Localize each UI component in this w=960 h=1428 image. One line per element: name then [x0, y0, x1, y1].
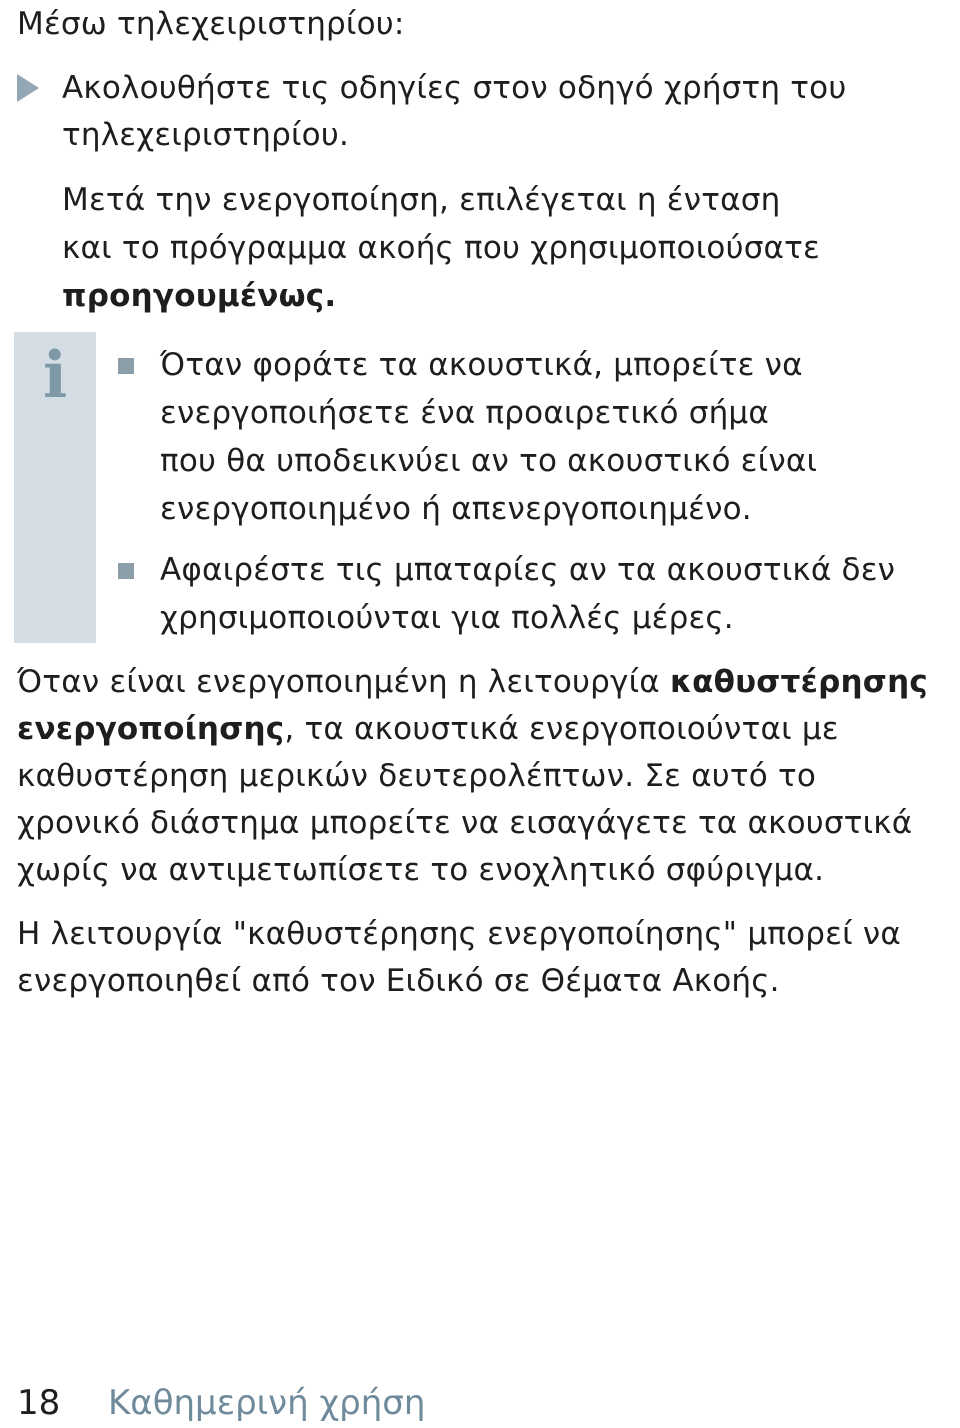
- delay-line-1-text: Όταν είναι ενεργοποιημένη η λειτουργία: [17, 664, 670, 700]
- info-bullet-2-line-2: χρησιμοποιούνται για πολλές μέρες.: [160, 600, 734, 636]
- delay-paragraph-line-3: καθυστέρηση μερικών δευτερολέπτων. Σε αυτό το: [17, 758, 817, 794]
- square-bullet-icon: [118, 358, 134, 374]
- delay-paragraph-line-1: [17, 662, 928, 702]
- result-line-2: και το πρόγραμμα ακοής που χρησιμοποιούσατε: [62, 230, 821, 266]
- section-title: Καθημερινή χρήση: [108, 1383, 426, 1423]
- info-bullet-1-line-1: Όταν φοράτε τα ακουστικά, μπορείτε να: [160, 347, 803, 383]
- square-bullet-icon: [118, 563, 134, 579]
- delay-feature-name-part-2: ενεργοποίησης: [17, 711, 285, 747]
- specialist-paragraph-line-1: Η λειτουργία "καθυστέρησης ενεργοποίησης" μπορεί να: [17, 916, 901, 952]
- delay-paragraph-line-2: [17, 709, 839, 749]
- info-bullet-1-line-3: που θα υποδεικνύει αν το ακουστικό είναι: [160, 443, 818, 479]
- delay-feature-name-part-1: καθυστέρησης: [669, 664, 928, 700]
- delay-paragraph-line-5: χωρίς να αντιμετωπίσετε το ενοχλητικό σφύριγμα.: [17, 852, 825, 888]
- info-bullet-1-line-4: ενεργοποιημένο ή απενεργοποιημένο.: [160, 491, 752, 527]
- step-line-1: Ακολουθήστε τις οδηγίες στον οδηγό χρήστη του: [62, 70, 847, 106]
- page-number: 18: [17, 1383, 61, 1423]
- intro-heading: Μέσω τηλεχειριστηρίου:: [17, 6, 405, 42]
- delay-line-2-text: , τα ακουστικά ενεργοποιούνται με: [284, 711, 839, 747]
- delay-paragraph-line-4: χρονικό διάστημα μπορείτε να εισαγάγετε τα ακουστικά: [17, 805, 913, 841]
- result-line-3: προηγουμένως.: [62, 278, 337, 314]
- arrow-right-icon: [17, 74, 39, 102]
- specialist-paragraph-line-2: ενεργοποιηθεί από τον Ειδικό σε Θέματα Ακοής.: [17, 963, 780, 999]
- info-icon: i: [42, 338, 68, 413]
- info-bullet-2-line-1: Αφαιρέστε τις μπαταρίες αν τα ακουστικά δεν: [160, 552, 896, 588]
- step-line-2: τηλεχειριστηρίου.: [62, 117, 350, 153]
- info-bullet-1-line-2: ενεργοποιήσετε ένα προαιρετικό σήμα: [160, 395, 769, 431]
- result-line-1: Μετά την ενεργοποίηση, επιλέγεται η ένταση: [62, 182, 781, 218]
